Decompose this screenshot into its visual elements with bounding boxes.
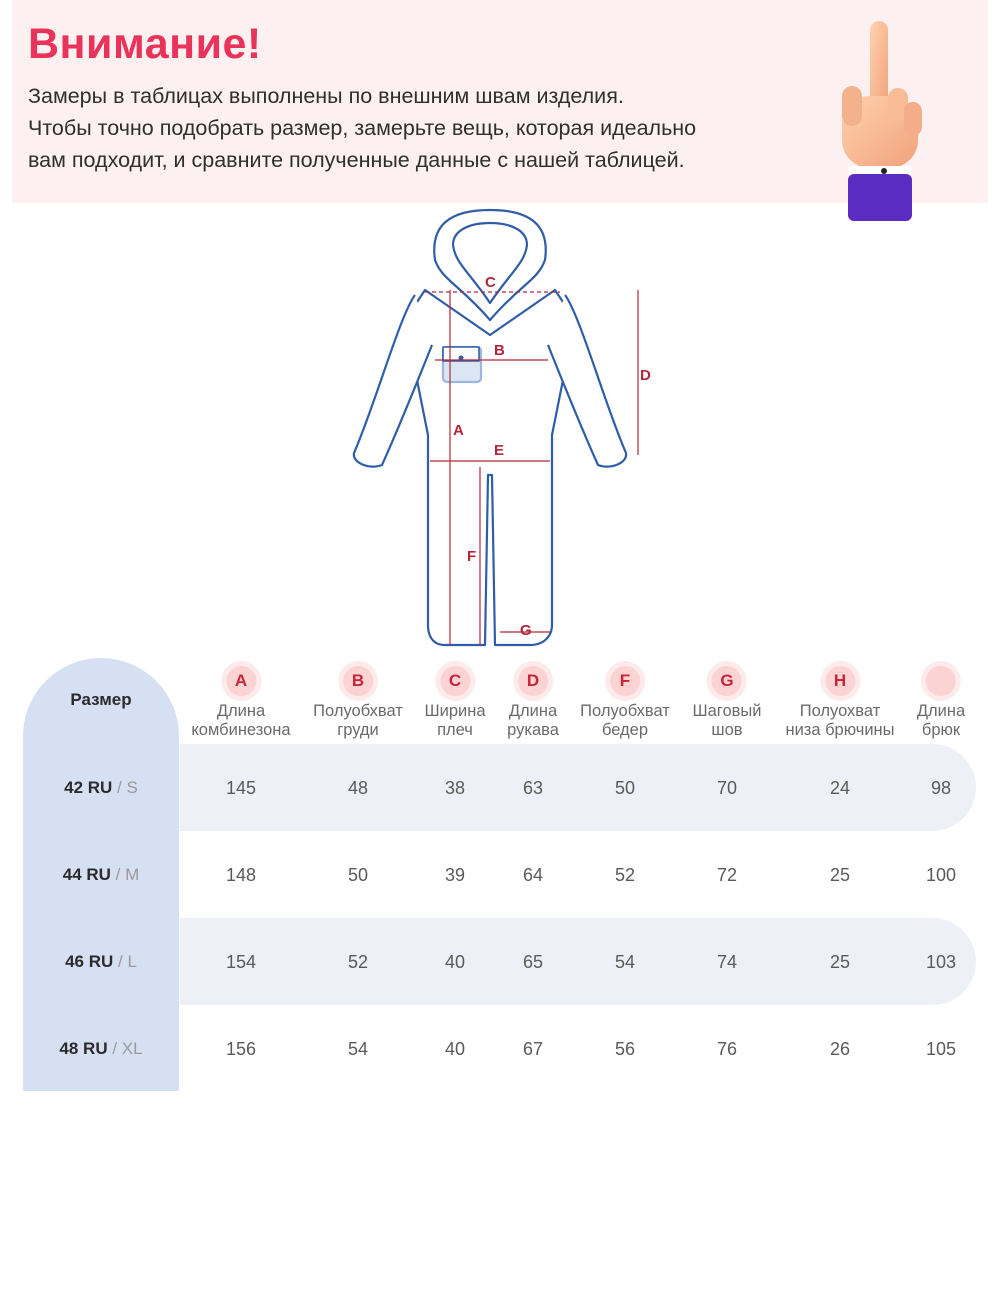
size-header: Размер (70, 690, 132, 709)
table-cell: 67 (522, 1039, 544, 1059)
table-cell: 74 (716, 952, 738, 972)
row-stripe (180, 744, 976, 831)
table-cell: 54 (614, 952, 636, 972)
table-cell: 156 (225, 1039, 257, 1059)
column-label: Полуохват низа брючины (785, 702, 895, 739)
table-cell: 38 (444, 778, 466, 798)
size-cell (23, 1039, 179, 1059)
table-cell: 56 (614, 1039, 636, 1059)
diagram-label-g: G (520, 622, 532, 639)
pointing-finger-hand-icon (828, 16, 928, 226)
size-separator: / (113, 952, 128, 971)
table-cell: 40 (444, 952, 466, 972)
table-cell: 100 (925, 865, 957, 885)
table-cell: 52 (614, 865, 636, 885)
column-header-inseam (693, 666, 762, 740)
size-ru: 46 RU (65, 952, 114, 971)
table-cell: 39 (444, 865, 466, 885)
badge-f: F (610, 666, 640, 696)
warning-title: Внимание! (28, 20, 262, 68)
diagram-label-f: F (467, 548, 477, 565)
badge-b: B (343, 666, 373, 696)
column-label: Длина комбинезона (191, 702, 291, 739)
diagram-label-c: C (485, 274, 496, 291)
table-cell: 24 (829, 778, 851, 798)
table-cell: 52 (347, 952, 369, 972)
table-cell: 145 (225, 778, 257, 798)
badge-a: A (226, 666, 256, 696)
column-header-leg-opening (785, 666, 894, 740)
table-cell: 50 (347, 865, 369, 885)
column-label: Ширина плеч (424, 702, 486, 739)
warning-line-1: Замеры в таблицах выполнены по внешним швам изделия. (28, 84, 624, 108)
size-ru: 48 RU (59, 1039, 108, 1058)
column-label: Полуобхват бедер (580, 702, 670, 739)
table-cell: 25 (829, 865, 851, 885)
column-header-hips (580, 666, 670, 740)
table-cell: 98 (930, 778, 952, 798)
table-cell: 154 (225, 952, 257, 972)
table-cell: 105 (925, 1039, 957, 1059)
badge-d: D (518, 666, 548, 696)
size-cell (23, 952, 179, 972)
size-letter: S (126, 778, 138, 797)
column-header-chest (313, 666, 403, 740)
table-cell: 50 (614, 778, 636, 798)
warning-line-2: Чтобы точно подобрать размер, замерьте вещь, которая идеально (28, 116, 697, 140)
warning-text (28, 80, 808, 176)
size-letter: L (127, 952, 137, 971)
table-cell: 76 (716, 1039, 738, 1059)
size-ru: 44 RU (62, 865, 111, 884)
column-header-pants-length (917, 666, 965, 740)
diagram-label-a: A (453, 422, 464, 439)
badge-h: H (825, 666, 855, 696)
table-cell: 64 (522, 865, 544, 885)
table-cell: 54 (347, 1039, 369, 1059)
column-label: Полуобхват груди (313, 702, 403, 739)
row-stripe (180, 918, 976, 1005)
size-letter: XL (121, 1039, 143, 1058)
table-cell: 48 (347, 778, 369, 798)
size-cell (23, 778, 179, 798)
column-header-sleeve (507, 666, 559, 740)
table-cell: 72 (716, 865, 738, 885)
warning-line-3: вам подходит, и сравните полученные данные с нашей таблицей. (28, 148, 685, 172)
size-separator: / (110, 865, 126, 884)
size-ru: 42 RU (64, 778, 113, 797)
size-letter: M (125, 865, 140, 884)
size-cell (23, 865, 179, 885)
table-cell: 25 (829, 952, 851, 972)
table-cell: 63 (522, 778, 544, 798)
column-header-length (191, 666, 290, 740)
size-separator: / (107, 1039, 122, 1058)
table-cell: 65 (522, 952, 544, 972)
badge-empty (926, 666, 956, 696)
column-label: Длина брюк (916, 702, 966, 739)
column-header-shoulders (424, 666, 485, 740)
column-label: Шаговый шов (692, 702, 762, 739)
diagram-label-b: B (494, 342, 505, 359)
table-cell: 26 (829, 1039, 851, 1059)
table-cell: 103 (925, 952, 957, 972)
jumpsuit-diagram (340, 205, 670, 655)
size-separator: / (112, 778, 127, 797)
diagram-label-e: E (494, 442, 505, 459)
column-label: Длина рукава (507, 702, 559, 739)
table-cell: 40 (444, 1039, 466, 1059)
table-cell: 70 (716, 778, 738, 798)
badge-g: G (712, 666, 742, 696)
diagram-label-d: D (640, 367, 651, 384)
badge-c: C (440, 666, 470, 696)
table-cell: 148 (225, 865, 257, 885)
